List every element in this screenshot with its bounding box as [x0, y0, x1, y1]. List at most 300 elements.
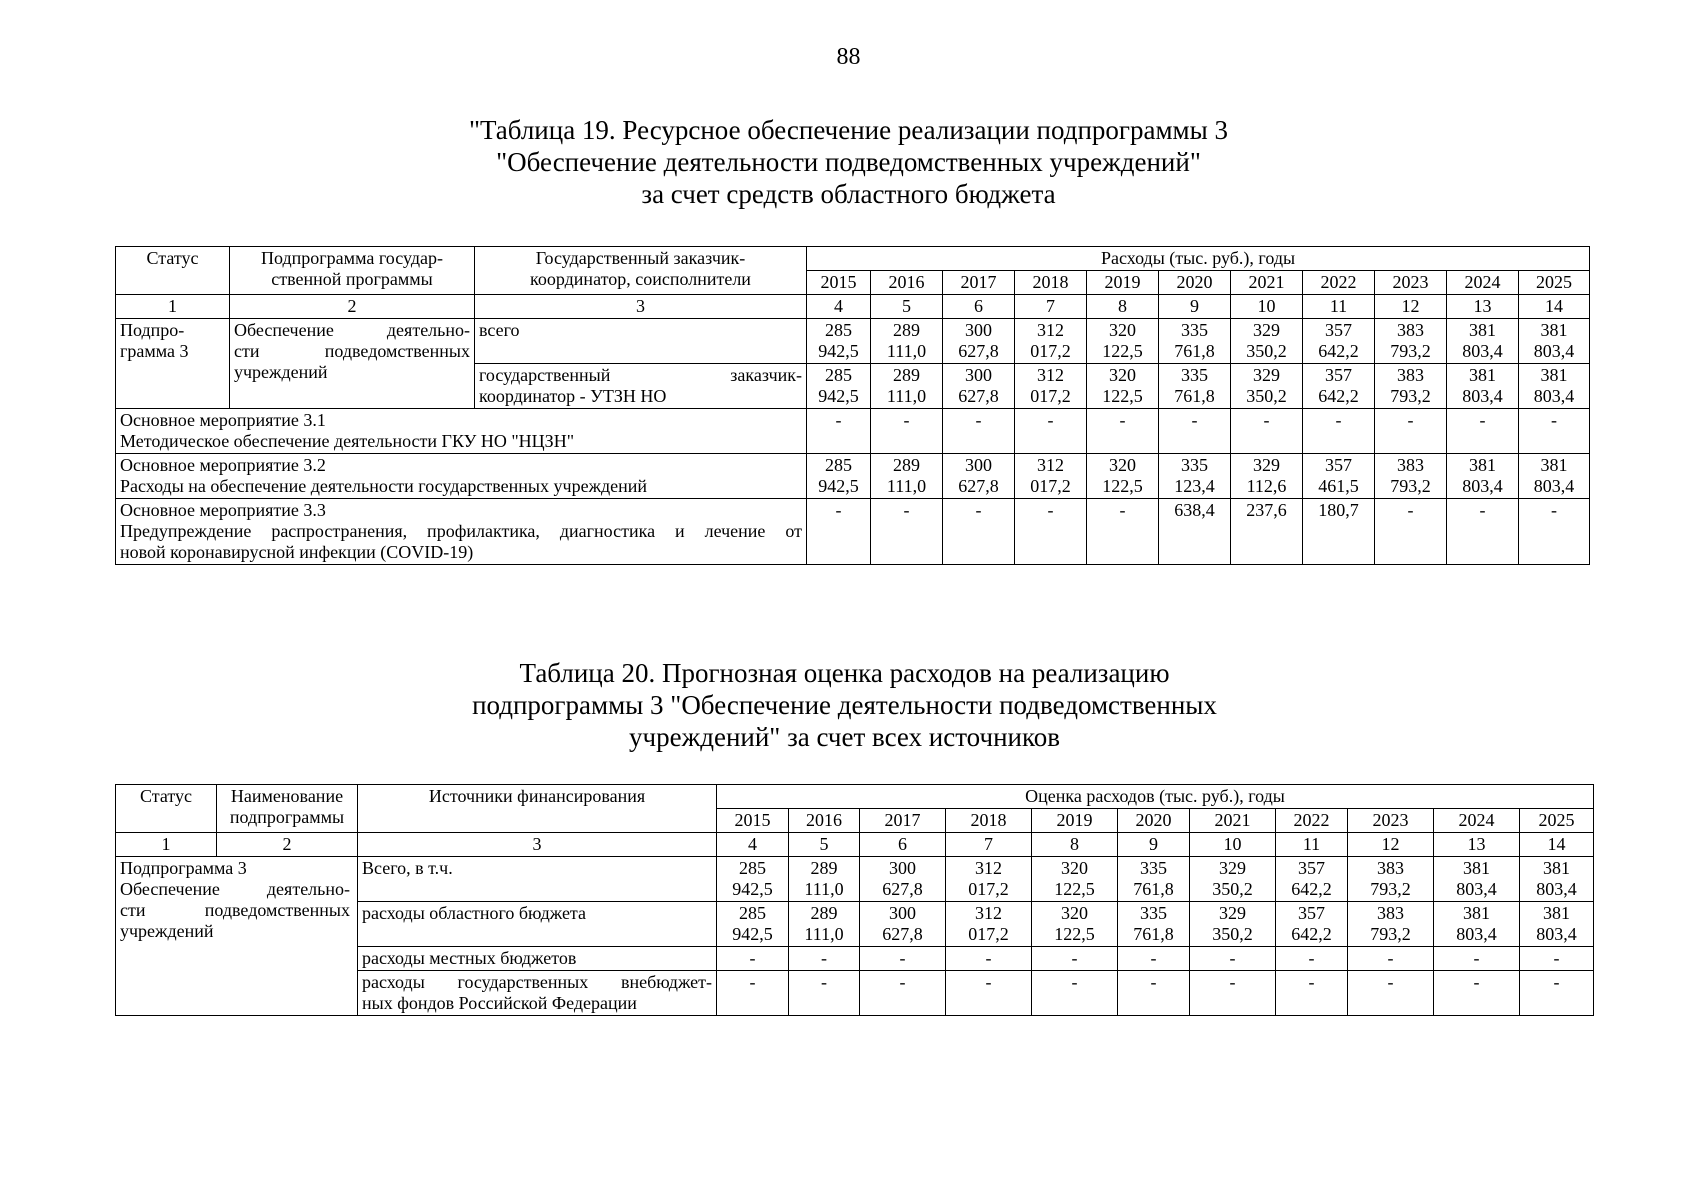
value-cell — [860, 947, 946, 971]
column-number-cell: 14 — [1519, 295, 1590, 319]
subprogram-line: сти подведомственных — [234, 341, 470, 361]
column-number-cell: 3 — [475, 295, 807, 319]
value-cell — [943, 364, 1015, 409]
value-part: 122,5 — [1054, 879, 1095, 899]
year-header-cell: 2019 — [1087, 271, 1159, 295]
value-part: 312 — [975, 903, 1002, 923]
value-cell — [1087, 409, 1159, 454]
value-cell — [1231, 319, 1303, 364]
header-status: Статус — [116, 247, 230, 295]
value-cell — [1032, 947, 1118, 971]
value-part: - — [821, 972, 827, 992]
status-cell — [116, 319, 230, 409]
value-cell — [1519, 454, 1590, 499]
value-part: 383 — [1397, 365, 1424, 385]
value-cell — [1159, 454, 1231, 499]
value-part: - — [985, 972, 992, 992]
value-cell — [1447, 319, 1519, 364]
value-part: - — [1407, 500, 1414, 520]
value-part: 300 — [889, 858, 916, 878]
value-part: 329 — [1253, 455, 1280, 475]
activity-line: Расходы на обеспечение деятельности государственных учреждений — [120, 476, 648, 496]
value-cell — [1276, 971, 1348, 1016]
value-cell — [1447, 409, 1519, 454]
value-cell — [1447, 499, 1519, 565]
year-header-cell: 2021 — [1190, 809, 1276, 833]
subprogram-line: Подпрограмма 3 — [120, 858, 247, 878]
value-part: 312 — [1037, 455, 1064, 475]
value-cell — [860, 971, 946, 1016]
value-part: 285 — [825, 365, 852, 385]
value-part: - — [1479, 500, 1486, 520]
value-cell — [1519, 319, 1590, 364]
year-header-cell: 2018 — [946, 809, 1032, 833]
value-part: 803,4 — [1462, 476, 1503, 496]
value-cell — [789, 971, 860, 1016]
value-cell — [946, 947, 1032, 971]
value-cell — [1375, 319, 1447, 364]
year-header-cell: 2015 — [717, 809, 789, 833]
year-header-cell: 2015 — [807, 271, 871, 295]
value-part: 793,2 — [1370, 924, 1411, 944]
value-part: 793,2 — [1390, 476, 1431, 496]
value-part: - — [749, 972, 756, 992]
value-part: 761,8 — [1133, 879, 1174, 899]
value-part: 803,4 — [1533, 341, 1575, 361]
year-header-cell: 2018 — [1015, 271, 1087, 295]
value-part: - — [975, 500, 982, 520]
column-number-cell: 4 — [717, 833, 789, 857]
subprogram-line: Обеспечение деятельно- — [234, 320, 470, 340]
value-part: - — [1308, 948, 1315, 968]
value-part: 312 — [1037, 365, 1064, 385]
value-part: 335 — [1181, 455, 1208, 475]
table-20-title-line: подпрограммы 3 "Обеспечение деятельности подведомственных — [472, 690, 1217, 720]
value-part: 289 — [893, 365, 920, 385]
value-part: 289 — [893, 455, 920, 475]
column-number-cell: 3 — [358, 833, 717, 857]
value-cell — [789, 857, 860, 902]
value-cell — [946, 971, 1032, 1016]
header-customer — [475, 247, 807, 295]
value-cell — [1015, 454, 1087, 499]
value-part: - — [1047, 500, 1054, 520]
value-part: 627,8 — [882, 924, 923, 944]
value-part: 112,6 — [1246, 476, 1287, 496]
value-part: - — [975, 410, 982, 430]
column-number-cell: 7 — [1015, 295, 1087, 319]
column-number-cell: 9 — [1159, 295, 1231, 319]
value-part: 300 — [965, 455, 992, 475]
value-part: - — [1553, 972, 1560, 992]
value-cell — [946, 902, 1032, 947]
value-cell — [717, 971, 789, 1016]
year-header-cell: 2020 — [1159, 271, 1231, 295]
value-part: 320 — [1109, 320, 1136, 340]
value-cell — [789, 947, 860, 971]
year-header-cell: 2024 — [1434, 809, 1520, 833]
year-header-cell: 2024 — [1447, 271, 1519, 295]
value-part: - — [1119, 500, 1126, 520]
value-part: - — [1335, 410, 1342, 430]
value-part: - — [899, 948, 906, 968]
value-cell — [1159, 319, 1231, 364]
value-part: - — [749, 948, 756, 968]
table-row — [116, 319, 1590, 364]
value-part: - — [1551, 500, 1558, 520]
value-part: 320 — [1061, 858, 1088, 878]
value-part: - — [1479, 410, 1486, 430]
value-part: 761,8 — [1174, 341, 1215, 361]
year-header-cell: 2017 — [860, 809, 946, 833]
value-part: 285 — [825, 455, 852, 475]
value-cell — [1276, 857, 1348, 902]
value-part: 381 — [1540, 455, 1568, 475]
value-cell — [1348, 947, 1434, 971]
value-part: 329 — [1219, 858, 1246, 878]
value-part: 123,4 — [1174, 476, 1215, 496]
value-part: 383 — [1377, 858, 1404, 878]
value-part: - — [835, 410, 842, 430]
value-cell — [1087, 319, 1159, 364]
value-cell — [1087, 499, 1159, 565]
value-cell — [1348, 902, 1434, 947]
value-cell — [1303, 409, 1375, 454]
value-part: 383 — [1397, 455, 1424, 475]
value-part: - — [1473, 948, 1480, 968]
value-part: - — [821, 948, 827, 968]
value-part: 381 — [1543, 858, 1571, 878]
value-cell — [860, 857, 946, 902]
value-cell — [946, 857, 1032, 902]
subprogram-line: учреждений — [120, 921, 214, 941]
activity-label — [116, 454, 807, 499]
value-part: 111,0 — [886, 386, 927, 406]
value-cell — [1015, 319, 1087, 364]
value-cell — [1087, 454, 1159, 499]
column-number-cell: 10 — [1190, 833, 1276, 857]
value-cell — [1015, 364, 1087, 409]
value-part: 289 — [810, 903, 838, 923]
header-subprogram — [230, 247, 475, 295]
value-part: 642,2 — [1318, 341, 1359, 361]
value-part: 350,2 — [1212, 879, 1253, 899]
value-cell — [1118, 971, 1190, 1016]
page-number: 88 — [836, 44, 861, 70]
value-part: 761,8 — [1133, 924, 1174, 944]
value-part: 627,8 — [958, 341, 999, 361]
value-part: - — [1473, 972, 1480, 992]
value-part: 357 — [1325, 365, 1352, 385]
column-number-cell: 6 — [943, 295, 1015, 319]
header-subprogram-line: Подпрограмма государ- — [261, 248, 443, 268]
value-part: 350,2 — [1246, 386, 1287, 406]
value-cell — [1159, 364, 1231, 409]
table-20-column-numbers-row — [116, 833, 1594, 857]
value-cell — [1434, 902, 1520, 947]
value-part: 017,2 — [968, 879, 1009, 899]
value-part: - — [1047, 410, 1054, 430]
value-part: 761,8 — [1174, 386, 1215, 406]
table-19-title — [0, 114, 1697, 210]
table-19-header-row — [116, 247, 1590, 271]
value-part: 335 — [1181, 365, 1208, 385]
value-part: 285 — [825, 320, 852, 340]
value-part: 122,5 — [1054, 924, 1095, 944]
column-number-cell: 5 — [789, 833, 860, 857]
value-part: 122,5 — [1102, 341, 1143, 361]
value-part: 942,5 — [818, 341, 859, 361]
value-cell — [1375, 364, 1447, 409]
value-part: - — [1071, 948, 1078, 968]
header-name — [217, 785, 358, 833]
column-number-cell: 11 — [1276, 833, 1348, 857]
value-cell — [1015, 499, 1087, 565]
value-part: 300 — [889, 903, 916, 923]
value-part: 300 — [965, 320, 992, 340]
column-number-cell: 14 — [1520, 833, 1594, 857]
value-cell — [1303, 364, 1375, 409]
value-part: 335 — [1181, 320, 1208, 340]
value-cell — [717, 947, 789, 971]
value-cell — [1520, 947, 1594, 971]
year-header-cell: 2017 — [943, 271, 1015, 295]
value-cell — [1276, 902, 1348, 947]
value-part: 942,5 — [818, 476, 859, 496]
value-part: 461,5 — [1318, 476, 1359, 496]
column-number-cell: 7 — [946, 833, 1032, 857]
value-part: 942,5 — [732, 924, 773, 944]
column-number-cell: 2 — [230, 295, 475, 319]
value-part: 320 — [1061, 903, 1088, 923]
value-cell — [1231, 364, 1303, 409]
value-cell — [1375, 454, 1447, 499]
value-part: 381 — [1540, 365, 1568, 385]
value-cell — [1190, 857, 1276, 902]
value-cell — [807, 409, 871, 454]
value-part: 942,5 — [818, 386, 859, 406]
value-part: 381 — [1469, 365, 1496, 385]
value-cell — [1190, 902, 1276, 947]
column-number-cell: 9 — [1118, 833, 1190, 857]
header-customer-line: Государственный заказчик- — [535, 248, 746, 268]
value-part: 793,2 — [1370, 879, 1411, 899]
header-name-line: Наименование — [230, 786, 344, 806]
header-estimate: Оценка расходов (тыс. руб.), годы — [717, 785, 1594, 809]
value-cell — [1519, 364, 1590, 409]
value-cell — [1159, 499, 1231, 565]
activity-line: Методическое обеспечение деятельности ГКУ НО "НЦЗН" — [120, 431, 575, 451]
value-part: - — [1387, 972, 1394, 992]
status-line: грамма 3 — [120, 341, 189, 361]
value-part: - — [985, 948, 992, 968]
header-sources: Источники финансирования — [358, 785, 717, 833]
year-header-cell: 2020 — [1118, 809, 1190, 833]
value-part: 335 — [1140, 858, 1167, 878]
value-cell — [1231, 499, 1303, 565]
value-part: - — [1150, 948, 1157, 968]
value-cell — [1519, 499, 1590, 565]
value-part: 357 — [1325, 320, 1352, 340]
value-part: - — [903, 410, 910, 430]
table-19-title-line: "Таблица 19. Ресурсное обеспечение реализации подпрограммы 3 — [468, 115, 1229, 145]
value-part: 285 — [739, 858, 766, 878]
value-cell — [860, 902, 946, 947]
header-subprogram-line: ственной программы — [271, 269, 433, 289]
row-label — [358, 971, 717, 1016]
activity-label — [116, 499, 807, 565]
value-cell — [1434, 971, 1520, 1016]
value-cell — [1231, 409, 1303, 454]
column-number-cell: 4 — [807, 295, 871, 319]
value-part: 793,2 — [1390, 386, 1431, 406]
value-part: 381 — [1540, 320, 1568, 340]
value-part: 638,4 — [1174, 500, 1215, 520]
value-cell — [1303, 319, 1375, 364]
value-part: 803,4 — [1456, 879, 1497, 899]
value-part: 017,2 — [1030, 476, 1071, 496]
header-expenses: Расходы (тыс. руб.), годы — [807, 247, 1590, 271]
subprogram-line: Обеспечение деятельно- — [120, 879, 350, 899]
value-cell — [1303, 454, 1375, 499]
value-part: 793,2 — [1390, 341, 1431, 361]
year-header-cell: 2025 — [1519, 271, 1590, 295]
header-status: Статус — [116, 785, 217, 833]
value-cell — [871, 499, 943, 565]
year-header-cell: 2016 — [871, 271, 943, 295]
value-cell — [1447, 364, 1519, 409]
value-cell — [1348, 857, 1434, 902]
value-part: 803,4 — [1536, 924, 1577, 944]
value-cell — [1190, 947, 1276, 971]
value-cell — [1520, 902, 1594, 947]
value-cell — [807, 454, 871, 499]
row-label — [475, 364, 807, 409]
value-part: - — [1308, 972, 1315, 992]
value-part: 803,4 — [1533, 386, 1575, 406]
column-number-cell: 8 — [1032, 833, 1118, 857]
subprogram-cell — [116, 857, 358, 1016]
value-cell — [1190, 971, 1276, 1016]
value-cell — [807, 364, 871, 409]
table-20-title-line: Таблица 20. Прогнозная оценка расходов на реализацию — [519, 658, 1170, 688]
column-number-cell: 12 — [1348, 833, 1434, 857]
header-customer-line: координатор, соисполнители — [530, 269, 751, 289]
value-part: - — [1229, 948, 1236, 968]
activity-line: Предупреждение распространения, профилактика, диагностика и лечение от — [120, 521, 802, 541]
value-cell — [871, 454, 943, 499]
table-20-title-line: учреждений" за счет всех источников — [629, 722, 1060, 752]
value-part: 627,8 — [958, 386, 999, 406]
year-header-cell: 2023 — [1375, 271, 1447, 295]
column-number-cell: 5 — [871, 295, 943, 319]
table-19-title-line: "Обеспечение деятельности подведомственных учреждений" — [496, 147, 1201, 177]
value-cell — [871, 409, 943, 454]
row-label-line: ных фондов Российской Федерации — [362, 993, 637, 1013]
value-cell — [943, 409, 1015, 454]
value-cell — [1118, 947, 1190, 971]
value-part: 383 — [1377, 903, 1404, 923]
column-number-cell: 6 — [860, 833, 946, 857]
table-row — [116, 409, 1590, 454]
value-part: - — [899, 972, 906, 992]
value-cell — [1520, 971, 1594, 1016]
value-cell — [943, 319, 1015, 364]
value-part: - — [835, 500, 842, 520]
value-part: - — [1191, 410, 1198, 430]
value-part: 312 — [975, 858, 1002, 878]
row-label: расходы местных бюджетов — [358, 947, 717, 971]
value-part: 111,0 — [804, 924, 844, 944]
value-part: 300 — [965, 365, 992, 385]
value-part: 329 — [1219, 903, 1246, 923]
value-part: 381 — [1463, 858, 1490, 878]
value-cell — [1118, 857, 1190, 902]
value-cell — [1434, 947, 1520, 971]
value-cell — [1519, 409, 1590, 454]
value-part: 111,0 — [886, 476, 927, 496]
value-part: 803,4 — [1462, 341, 1503, 361]
value-cell — [789, 902, 860, 947]
table-20 — [115, 784, 1594, 1016]
table-20-title — [0, 657, 1693, 753]
row-label: всего — [475, 319, 807, 364]
value-part: 942,5 — [732, 879, 773, 899]
value-cell — [717, 902, 789, 947]
subprogram-line: сти подведомственных — [120, 900, 350, 920]
value-cell — [1118, 902, 1190, 947]
value-part: 803,4 — [1536, 879, 1577, 899]
value-part: 381 — [1469, 320, 1496, 340]
value-part: 381 — [1469, 455, 1496, 475]
value-part: 122,5 — [1102, 386, 1143, 406]
table-row — [116, 857, 1594, 902]
value-part: 111,0 — [804, 879, 844, 899]
column-number-cell: 1 — [116, 295, 230, 319]
value-part: - — [1263, 410, 1270, 430]
table-20-header-row — [116, 785, 1594, 809]
value-part: - — [1150, 972, 1157, 992]
value-part: 289 — [810, 858, 838, 878]
column-number-cell: 13 — [1447, 295, 1519, 319]
value-cell — [1375, 409, 1447, 454]
value-cell — [1032, 902, 1118, 947]
value-cell — [1032, 857, 1118, 902]
value-part: 357 — [1325, 455, 1352, 475]
year-header-cell: 2023 — [1348, 809, 1434, 833]
value-part: 320 — [1109, 455, 1136, 475]
value-part: - — [1407, 410, 1414, 430]
value-part: 357 — [1298, 903, 1325, 923]
value-part: 350,2 — [1246, 341, 1287, 361]
value-part: 381 — [1463, 903, 1490, 923]
activity-line: новой коронавирусной инфекции (COVID-19) — [120, 542, 474, 562]
status-line: Подпро- — [120, 320, 185, 340]
row-label-line: расходы государственных внебюджет- — [362, 972, 712, 992]
value-cell — [871, 364, 943, 409]
year-header-cell: 2025 — [1520, 809, 1594, 833]
activity-line: Основное мероприятие 3.1 — [120, 410, 326, 430]
year-header-cell: 2022 — [1303, 271, 1375, 295]
value-cell — [1447, 454, 1519, 499]
value-part: 642,2 — [1291, 924, 1332, 944]
value-cell — [871, 319, 943, 364]
value-part: 320 — [1109, 365, 1136, 385]
value-cell — [1303, 499, 1375, 565]
table-19-title-line: за счет средств областного бюджета — [641, 179, 1056, 209]
value-cell — [1348, 971, 1434, 1016]
value-part: - — [1229, 972, 1236, 992]
